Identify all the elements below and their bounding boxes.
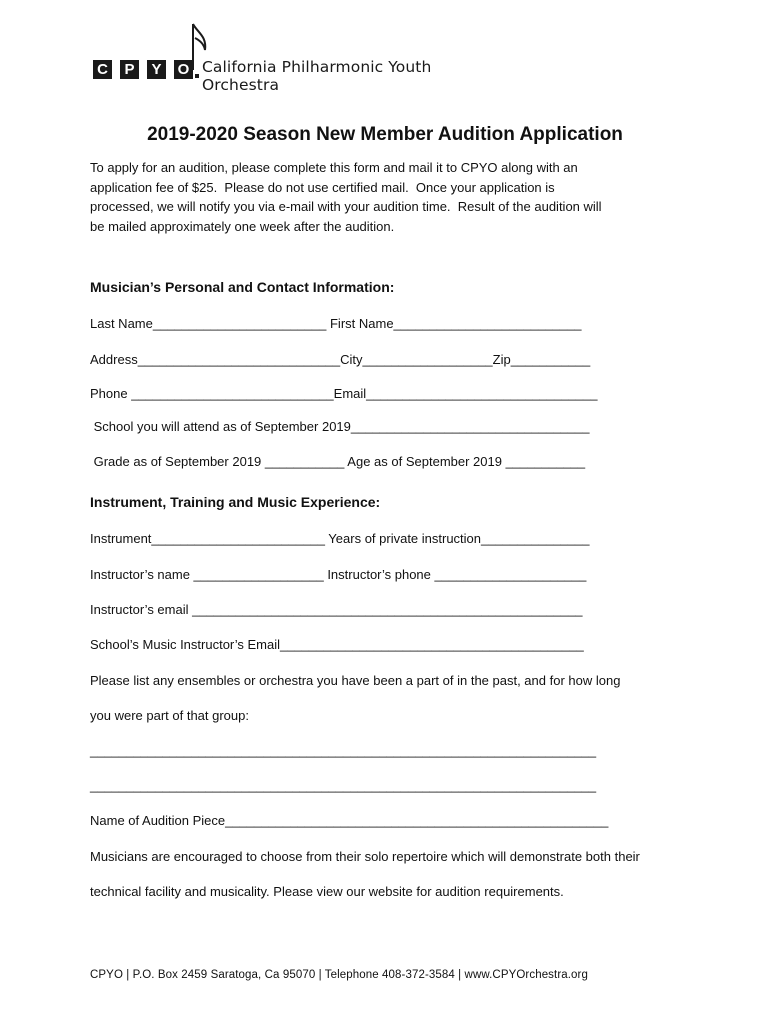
instructor-email-field[interactable]: Instructor’s email ______________________________________________________ xyxy=(90,602,583,617)
logo-letter-p: P xyxy=(120,60,139,79)
logo-letter-o: O xyxy=(174,60,193,79)
address-fields[interactable]: Address____________________________City__________________Zip___________ xyxy=(90,352,591,367)
cpyo-logo xyxy=(93,20,493,94)
intro-line: application fee of $25. Please do not use certified mail. Once your application is xyxy=(90,179,555,195)
name-fields[interactable]: Last Name________________________ First Name__________________________ xyxy=(90,316,582,331)
school-instructor-email-field[interactable]: School’s Music Instructor’s Email__________________________________________ xyxy=(90,637,584,652)
ensembles-prompt-cont: you were part of that group: xyxy=(90,708,249,723)
personal-info-heading: Musician’s Personal and Contact Information: xyxy=(90,279,395,295)
intro-line: processed, we will notify you via e-mail with your audition time. Result of the audition will xyxy=(90,199,602,214)
repertoire-note-cont: technical facility and musicality. Please view our website for audition requirements. xyxy=(90,884,564,899)
instructor-fields[interactable]: Instructor’s name __________________ Instructor’s phone _____________________ xyxy=(90,567,587,582)
repertoire-note: Musicians are encouraged to choose from their solo repertoire which will demonstrate both their xyxy=(90,849,640,864)
ensembles-blank-line[interactable]: ______________________________________________________________________ xyxy=(90,743,597,758)
grade-age-fields[interactable]: Grade as of September 2019 ___________ Age as of September 2019 ___________ xyxy=(90,454,586,469)
audition-piece-field[interactable]: Name of Audition Piece_____________________________________________________ xyxy=(90,813,609,828)
ensembles-blank-line[interactable]: ______________________________________________________________________ xyxy=(90,778,597,793)
intro-paragraph xyxy=(90,158,650,236)
intro-line: be mailed approximately one week after the audition. xyxy=(90,218,395,234)
instrument-heading: Instrument, Training and Music Experience: xyxy=(90,494,381,510)
intro-line: To apply for an audition, please complete this form and mail it to CPYO along with an xyxy=(90,160,578,175)
logo-dot xyxy=(195,74,199,78)
org-name: California Philharmonic Youth Orchestra xyxy=(202,58,432,94)
phone-email-fields[interactable]: Phone ____________________________Email________________________________ xyxy=(90,386,598,401)
ensembles-prompt: Please list any ensembles or orchestra you have been a part of in the past, and for how long xyxy=(90,673,621,688)
logo-letter-y: Y xyxy=(147,60,166,79)
page-title: 2019-2020 Season New Member Audition Application xyxy=(147,124,623,145)
instrument-fields[interactable]: Instrument________________________ Years of private instruction_______________ xyxy=(90,531,590,546)
logo-letter-c: C xyxy=(93,60,112,79)
school-field[interactable]: School you will attend as of September 2019_________________________________ xyxy=(90,419,590,434)
footer-contact: CPYO | P.O. Box 2459 Saratoga, Ca 95070 | Telephone 408-372-3584 | www.CPYOrchestra.org xyxy=(90,969,588,981)
